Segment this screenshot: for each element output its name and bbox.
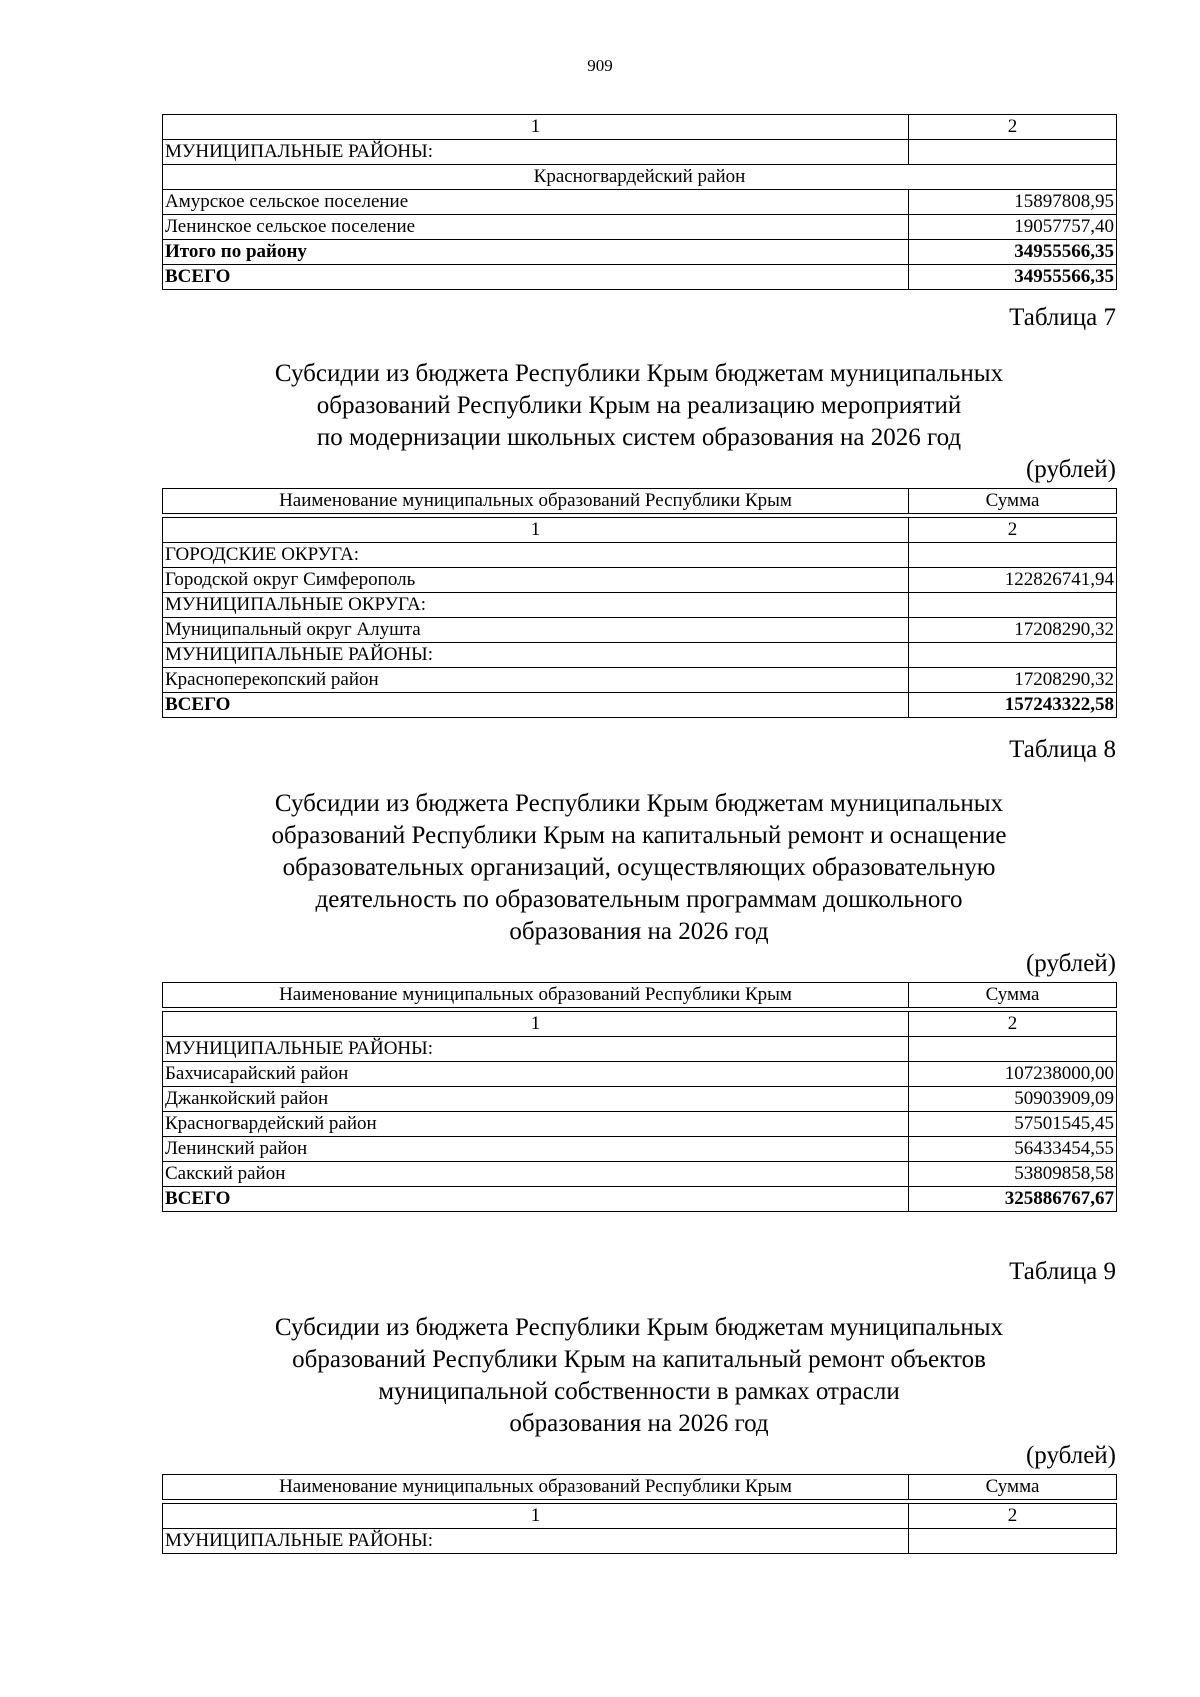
- row-value: 50903909,09: [909, 1087, 1117, 1112]
- column-number-1: 1: [163, 1012, 909, 1037]
- column-header-sum: Сумма: [909, 489, 1117, 514]
- row-value: 34955566,35: [909, 240, 1117, 265]
- table-continued: [162, 114, 1117, 290]
- district-row: [163, 165, 1117, 190]
- table8-label: Таблица 8: [1009, 736, 1116, 763]
- total-row: [163, 1187, 1117, 1212]
- table7: [162, 488, 1117, 718]
- column-number-1: 1: [163, 115, 909, 140]
- title-line: Субсидии из бюджета Республики Крым бюджетам муниципальных: [274, 360, 1004, 387]
- table-row: [163, 1137, 1117, 1162]
- row-name: Ленинский район: [163, 1137, 909, 1162]
- row-name: МУНИЦИПАЛЬНЫЕ РАЙОНЫ:: [163, 140, 909, 165]
- section-row: [163, 1037, 1117, 1062]
- section-row: [163, 543, 1117, 568]
- header-numbers-row: [163, 115, 1117, 140]
- row-value: 107238000,00: [909, 1062, 1117, 1087]
- row-value: [909, 543, 1117, 568]
- column-number-1: 1: [163, 518, 909, 543]
- row-name: МУНИЦИПАЛЬНЫЕ ОКРУГА:: [163, 593, 909, 618]
- column-header-row: [163, 983, 1117, 1008]
- table-row: [163, 190, 1117, 215]
- table-row: [163, 215, 1117, 240]
- page-number: 909: [587, 56, 613, 75]
- row-name: ВСЕГО: [163, 1187, 909, 1212]
- title-line: образований Республики Крым на капитальный ремонт и оснащение: [271, 822, 1007, 849]
- row-name: Бахчисарайский район: [163, 1062, 909, 1087]
- table8: [162, 982, 1117, 1212]
- row-value: [909, 140, 1117, 165]
- row-name: Джанкойский район: [163, 1087, 909, 1112]
- row-name: Ленинское сельское поселение: [163, 215, 909, 240]
- table8-title: [162, 788, 1116, 948]
- table7-label: Таблица 7: [1009, 304, 1116, 331]
- table-row: [163, 568, 1117, 593]
- column-header-row: [163, 1475, 1117, 1500]
- section-row: [163, 1529, 1117, 1554]
- title-line: образований Республики Крым на реализацию мероприятий: [316, 392, 962, 419]
- row-name: ВСЕГО: [163, 693, 909, 718]
- table8-units: (рублей): [1025, 950, 1116, 977]
- row-value: 325886767,67: [909, 1187, 1117, 1212]
- column-number-2: 2: [909, 518, 1117, 543]
- row-value: 56433454,55: [909, 1137, 1117, 1162]
- row-name: Городской округ Симферополь: [163, 568, 909, 593]
- column-number-2: 2: [909, 1504, 1117, 1529]
- table-row: [163, 1112, 1117, 1137]
- column-header-name: Наименование муниципальных образований Республики Крым: [163, 983, 909, 1008]
- total-row: [163, 265, 1117, 290]
- title-line: по модернизации школьных систем образования на 2026 год: [316, 424, 962, 451]
- table9-units: (рублей): [1025, 1442, 1116, 1469]
- row-value: 15897808,95: [909, 190, 1117, 215]
- row-name: МУНИЦИПАЛЬНЫЕ РАЙОНЫ:: [163, 1037, 909, 1062]
- title-line: образовательных организаций, осуществляющих образовательную: [282, 854, 996, 881]
- section-row: [163, 140, 1117, 165]
- title-line: муниципальной собственности в рамках отрасли: [378, 1378, 900, 1405]
- district-name: Красногвардейский район: [163, 165, 1117, 190]
- table7-units: (рублей): [1025, 456, 1116, 483]
- title-line: деятельность по образовательным программам дошкольного: [315, 886, 963, 913]
- column-number-1: 1: [163, 1504, 909, 1529]
- row-name: Амурское сельское поселение: [163, 190, 909, 215]
- row-value: [909, 1037, 1117, 1062]
- table9-title: [162, 1312, 1116, 1440]
- title-line: Субсидии из бюджета Республики Крым бюджетам муниципальных: [274, 790, 1004, 817]
- row-value: [909, 593, 1117, 618]
- row-value: 19057757,40: [909, 215, 1117, 240]
- column-number-2: 2: [909, 115, 1117, 140]
- row-value: 17208290,32: [909, 668, 1117, 693]
- row-name: ГОРОДСКИЕ ОКРУГА:: [163, 543, 909, 568]
- table-row: [163, 668, 1117, 693]
- header-numbers-row: [163, 518, 1117, 543]
- column-number-2: 2: [909, 1012, 1117, 1037]
- row-name: Красногвардейский район: [163, 1112, 909, 1137]
- row-value: 34955566,35: [909, 265, 1117, 290]
- table-row: [163, 1162, 1117, 1187]
- subtotal-row: [163, 240, 1117, 265]
- row-value: 157243322,58: [909, 693, 1117, 718]
- row-value: [909, 1529, 1117, 1554]
- column-header-sum: Сумма: [909, 983, 1117, 1008]
- row-name: МУНИЦИПАЛЬНЫЕ РАЙОНЫ:: [163, 643, 909, 668]
- title-line: Субсидии из бюджета Республики Крым бюджетам муниципальных: [274, 1314, 1004, 1341]
- row-name: Итого по району: [163, 240, 909, 265]
- total-row: [163, 693, 1117, 718]
- header-numbers-row: [163, 1012, 1117, 1037]
- table7-title: [162, 358, 1116, 454]
- title-line: образований Республики Крым на капитальный ремонт объектов: [292, 1346, 986, 1373]
- row-name: Муниципальный округ Алушта: [163, 618, 909, 643]
- title-line: образования на 2026 год: [509, 918, 769, 945]
- row-value: 122826741,94: [909, 568, 1117, 593]
- column-header-row: [163, 489, 1117, 514]
- table-row: [163, 618, 1117, 643]
- row-name: Красноперекопский район: [163, 668, 909, 693]
- column-header-name: Наименование муниципальных образований Республики Крым: [163, 1475, 909, 1500]
- section-row: [163, 593, 1117, 618]
- row-name: МУНИЦИПАЛЬНЫЕ РАЙОНЫ:: [163, 1529, 909, 1554]
- row-value: 57501545,45: [909, 1112, 1117, 1137]
- table-row: [163, 1062, 1117, 1087]
- row-name: Сакский район: [163, 1162, 909, 1187]
- row-value: 53809858,58: [909, 1162, 1117, 1187]
- section-row: [163, 643, 1117, 668]
- column-header-name: Наименование муниципальных образований Республики Крым: [163, 489, 909, 514]
- row-name: ВСЕГО: [163, 265, 909, 290]
- row-value: 17208290,32: [909, 618, 1117, 643]
- row-value: [909, 643, 1117, 668]
- table9-label: Таблица 9: [1009, 1258, 1116, 1285]
- table-row: [163, 1087, 1117, 1112]
- header-numbers-row: [163, 1504, 1117, 1529]
- column-header-sum: Сумма: [909, 1475, 1117, 1500]
- table9: [162, 1474, 1117, 1554]
- title-line: образования на 2026 год: [509, 1410, 769, 1437]
